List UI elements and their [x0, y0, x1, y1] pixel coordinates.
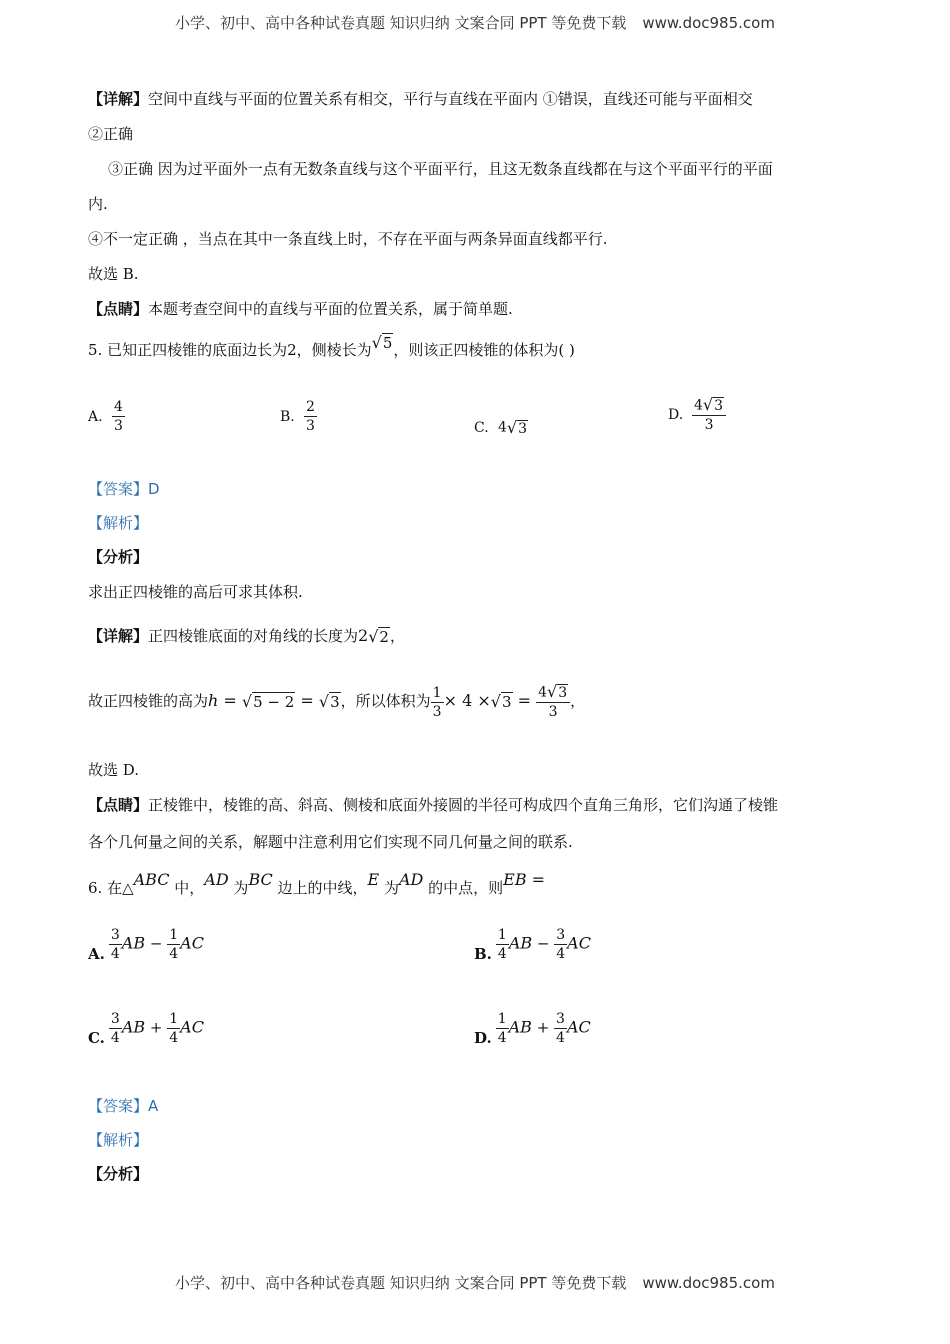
vector-term: AB: [508, 1017, 532, 1037]
stem-text: 5. 已知正四棱锥的底面边长为2，侧棱长为: [88, 341, 372, 359]
radicand: 3: [330, 693, 340, 711]
q4-comment: [88, 299, 513, 319]
comment-tag: 【点睛】: [88, 300, 149, 318]
denominator: 4: [556, 946, 566, 962]
numerator: 4: [114, 399, 123, 415]
fraction: [167, 1010, 180, 1047]
numerator: 1: [432, 684, 442, 701]
operator: −: [145, 934, 168, 953]
analyze-tag: 【分析】: [88, 548, 149, 566]
radicand: 5 − 2: [253, 693, 295, 711]
math-term: AD: [204, 870, 229, 889]
numerator: 1: [169, 927, 179, 943]
comment-text: 正棱锥中，棱锥的高、斜高、侧棱和底面外接圆的半径可构成四个直角三角形，它们沟通了棱锥: [148, 796, 779, 814]
equals: =: [512, 691, 537, 710]
vector-term: AB: [121, 933, 146, 953]
multiply: × 4 ×: [443, 691, 491, 710]
q6-option-b[interactable]: [474, 926, 591, 963]
option-label: A.: [88, 408, 103, 425]
math-term: AD: [398, 870, 424, 889]
q4-choice: [88, 264, 139, 284]
option-label: B.: [474, 945, 492, 963]
detail-tag: 【详解】: [88, 90, 149, 108]
coefficient: 4: [498, 419, 507, 436]
stem-text: 边上的中线，: [272, 879, 368, 897]
page-footer: [0, 1272, 950, 1293]
vector-term: AC: [180, 933, 204, 953]
footer-text: 小学、初中、高中各种试卷真题 知识归纳 文案合同 PPT 等免费下载: [175, 1274, 627, 1292]
q5-option-b[interactable]: [280, 398, 317, 435]
q6-option-c[interactable]: [88, 1010, 204, 1047]
equals: =: [295, 691, 319, 710]
answer-value: D: [148, 480, 160, 498]
q6-option-a[interactable]: [88, 926, 204, 963]
vector-term: AC: [180, 1017, 204, 1037]
denominator: 3: [536, 702, 570, 721]
math-term: EB: [503, 870, 527, 889]
coefficient: 2: [358, 626, 369, 645]
denominator: 3: [692, 415, 726, 434]
numerator: 3: [110, 1011, 120, 1027]
detail-text: ，所以体积为: [340, 692, 431, 710]
q5-detail-line-1: [88, 626, 405, 647]
radicand: 5: [382, 334, 393, 352]
denominator: 4: [110, 946, 120, 962]
numerator: 3: [556, 927, 566, 943]
radicand: 2: [379, 628, 389, 646]
header-site-link[interactable]: www.doc985.com: [642, 14, 775, 32]
punct: ，: [389, 627, 405, 645]
fraction: [554, 926, 567, 963]
fraction: [304, 398, 317, 435]
q6-option-d[interactable]: [474, 1010, 591, 1047]
numerator: 3: [556, 1011, 565, 1027]
denominator: 4: [497, 946, 507, 962]
denominator: 3: [306, 418, 315, 434]
option-label: C.: [88, 1029, 105, 1047]
radicand: 3: [558, 685, 568, 701]
coefficient: 4: [538, 684, 547, 701]
sqrt-expr: √3: [506, 418, 528, 437]
option-label: B.: [280, 408, 295, 425]
equals: =: [218, 691, 242, 710]
numerator: 2: [306, 399, 315, 415]
denominator: 4: [556, 1030, 565, 1046]
q5-choice: [88, 760, 139, 780]
comment-text: 本题考查空间中的直线与平面的位置关系，属于简单题.: [148, 300, 513, 318]
sqrt-expr: √2: [368, 627, 389, 646]
fraction: [554, 1010, 567, 1047]
operator: −: [532, 934, 555, 953]
numerator: 1: [497, 927, 507, 943]
denominator: 4: [497, 1030, 507, 1046]
analysis-tag: 【解析】: [88, 514, 149, 532]
punct: ，: [570, 692, 586, 710]
sqrt-expr: √5: [371, 333, 393, 352]
sqrt-expr: √3: [490, 692, 512, 711]
fraction: [112, 398, 125, 435]
stem-text: ，则该正四棱锥的体积为( ): [393, 341, 575, 359]
q5-option-a[interactable]: [88, 398, 125, 435]
q4-detail-line-1: [88, 89, 753, 109]
analyze-tag: 【分析】: [88, 1165, 149, 1183]
denominator: 3: [432, 703, 442, 720]
answer-tag: 【答案】: [88, 480, 149, 498]
equals: =: [526, 870, 546, 889]
numerator: 1: [169, 1011, 179, 1027]
q5-answer: [88, 479, 160, 499]
detail-text: 内.: [88, 195, 108, 213]
detail-text: ②正确: [88, 125, 134, 143]
fraction: [167, 926, 180, 963]
q4-detail-line-2: [88, 124, 133, 144]
q6-analyze-tag: [88, 1164, 148, 1184]
sqrt-expr: √3: [318, 692, 340, 711]
stem-text: 6. 在△: [88, 879, 134, 897]
choice-text: 故选 D.: [88, 761, 140, 779]
stem-text: 中，: [169, 879, 205, 897]
radicand: 3: [518, 421, 528, 437]
fraction: $\frac{4√3}{3}$: [692, 396, 726, 434]
footer-site-link[interactable]: www.doc985.com: [642, 1274, 775, 1292]
detail-text: 空间中直线与平面的位置关系有相交，平行与直线在平面内 ①错误，直线还可能与平面相交: [148, 90, 753, 108]
q5-analyze-tag: [88, 547, 148, 567]
var-h: h: [208, 691, 219, 710]
detail-text: ④不一定正确 ，当点在其中一条直线上时，不存在平面与两条异面直线都平行.: [88, 230, 608, 248]
q5-comment-line-1: [88, 795, 778, 815]
q5-option-d[interactable]: [668, 396, 726, 434]
option-label: A.: [88, 945, 105, 963]
radicand: 3: [714, 398, 724, 414]
stem-text: 为: [379, 879, 399, 897]
sqrt-expr: √5 − 2: [241, 692, 295, 711]
q6-answer: [88, 1096, 158, 1116]
stem-text: 的中点，则: [423, 879, 504, 897]
vector-term: AC: [566, 1017, 591, 1037]
operator: +: [531, 1018, 555, 1037]
numerator: 3: [110, 927, 120, 943]
q5-detail-line-2: [88, 680, 585, 723]
q5-stem: [88, 333, 575, 361]
answer-value: A: [148, 1097, 159, 1115]
answer-tag: 【答案】: [88, 1097, 149, 1115]
q6-analysis-tag: [88, 1130, 148, 1150]
q5-analyze: [88, 582, 303, 602]
option-label: C.: [474, 419, 489, 436]
q5-option-c[interactable]: [474, 418, 528, 437]
q4-detail-line-3: [108, 159, 773, 179]
comment-tag: 【点睛】: [88, 796, 149, 814]
q5-analysis-tag: [88, 513, 148, 533]
fraction: [496, 926, 509, 963]
denominator: 4: [110, 1030, 120, 1046]
coefficient: 4: [694, 397, 703, 414]
denominator: 4: [169, 946, 179, 962]
fraction: [431, 684, 444, 721]
q6-stem: [88, 870, 546, 898]
option-label: D.: [668, 407, 684, 423]
header-text: 小学、初中、高中各种试卷真题 知识归纳 文案合同 PPT 等免费下载: [175, 14, 627, 32]
analysis-tag: 【解析】: [88, 1131, 149, 1149]
q4-detail-line-5: [88, 229, 608, 249]
operator: +: [145, 1018, 168, 1037]
analyze-text: 求出正四棱锥的高后可求其体积.: [88, 583, 303, 601]
detail-text: 正四棱锥底面的对角线的长度为: [148, 627, 359, 645]
fraction: [109, 1010, 122, 1047]
fraction: [109, 926, 122, 963]
detail-tag: 【详解】: [88, 627, 149, 645]
math-term: E: [367, 870, 380, 889]
denominator: 4: [169, 1030, 179, 1046]
option-label: D.: [474, 1029, 492, 1047]
detail-text: ③正确 因为过平面外一点有无数条直线与这个平面平行，且这无数条直线都在与这个平面平行的平面: [108, 160, 773, 178]
page-header: [0, 12, 950, 33]
fraction: [496, 1010, 509, 1047]
q4-detail-line-4: [88, 194, 108, 214]
math-term: BC: [248, 870, 273, 889]
vector-term: AB: [508, 933, 533, 953]
comment-text: 各个几何量之间的关系，解题中注意利用它们实现不同几何量之间的联系.: [88, 833, 573, 851]
denominator: 3: [114, 418, 123, 434]
detail-text: 故正四棱锥的高为: [88, 692, 209, 710]
math-term: ABC: [133, 870, 170, 889]
vector-term: AB: [121, 1017, 146, 1037]
radicand: 3: [501, 693, 512, 711]
vector-term: AC: [567, 933, 591, 953]
q5-comment-line-2: [88, 832, 573, 852]
choice-text: 故选 B.: [88, 265, 139, 283]
fraction: $\frac{4√3}{3}$: [536, 683, 570, 721]
numerator: 1: [497, 1011, 507, 1027]
stem-text: 为: [228, 879, 249, 897]
